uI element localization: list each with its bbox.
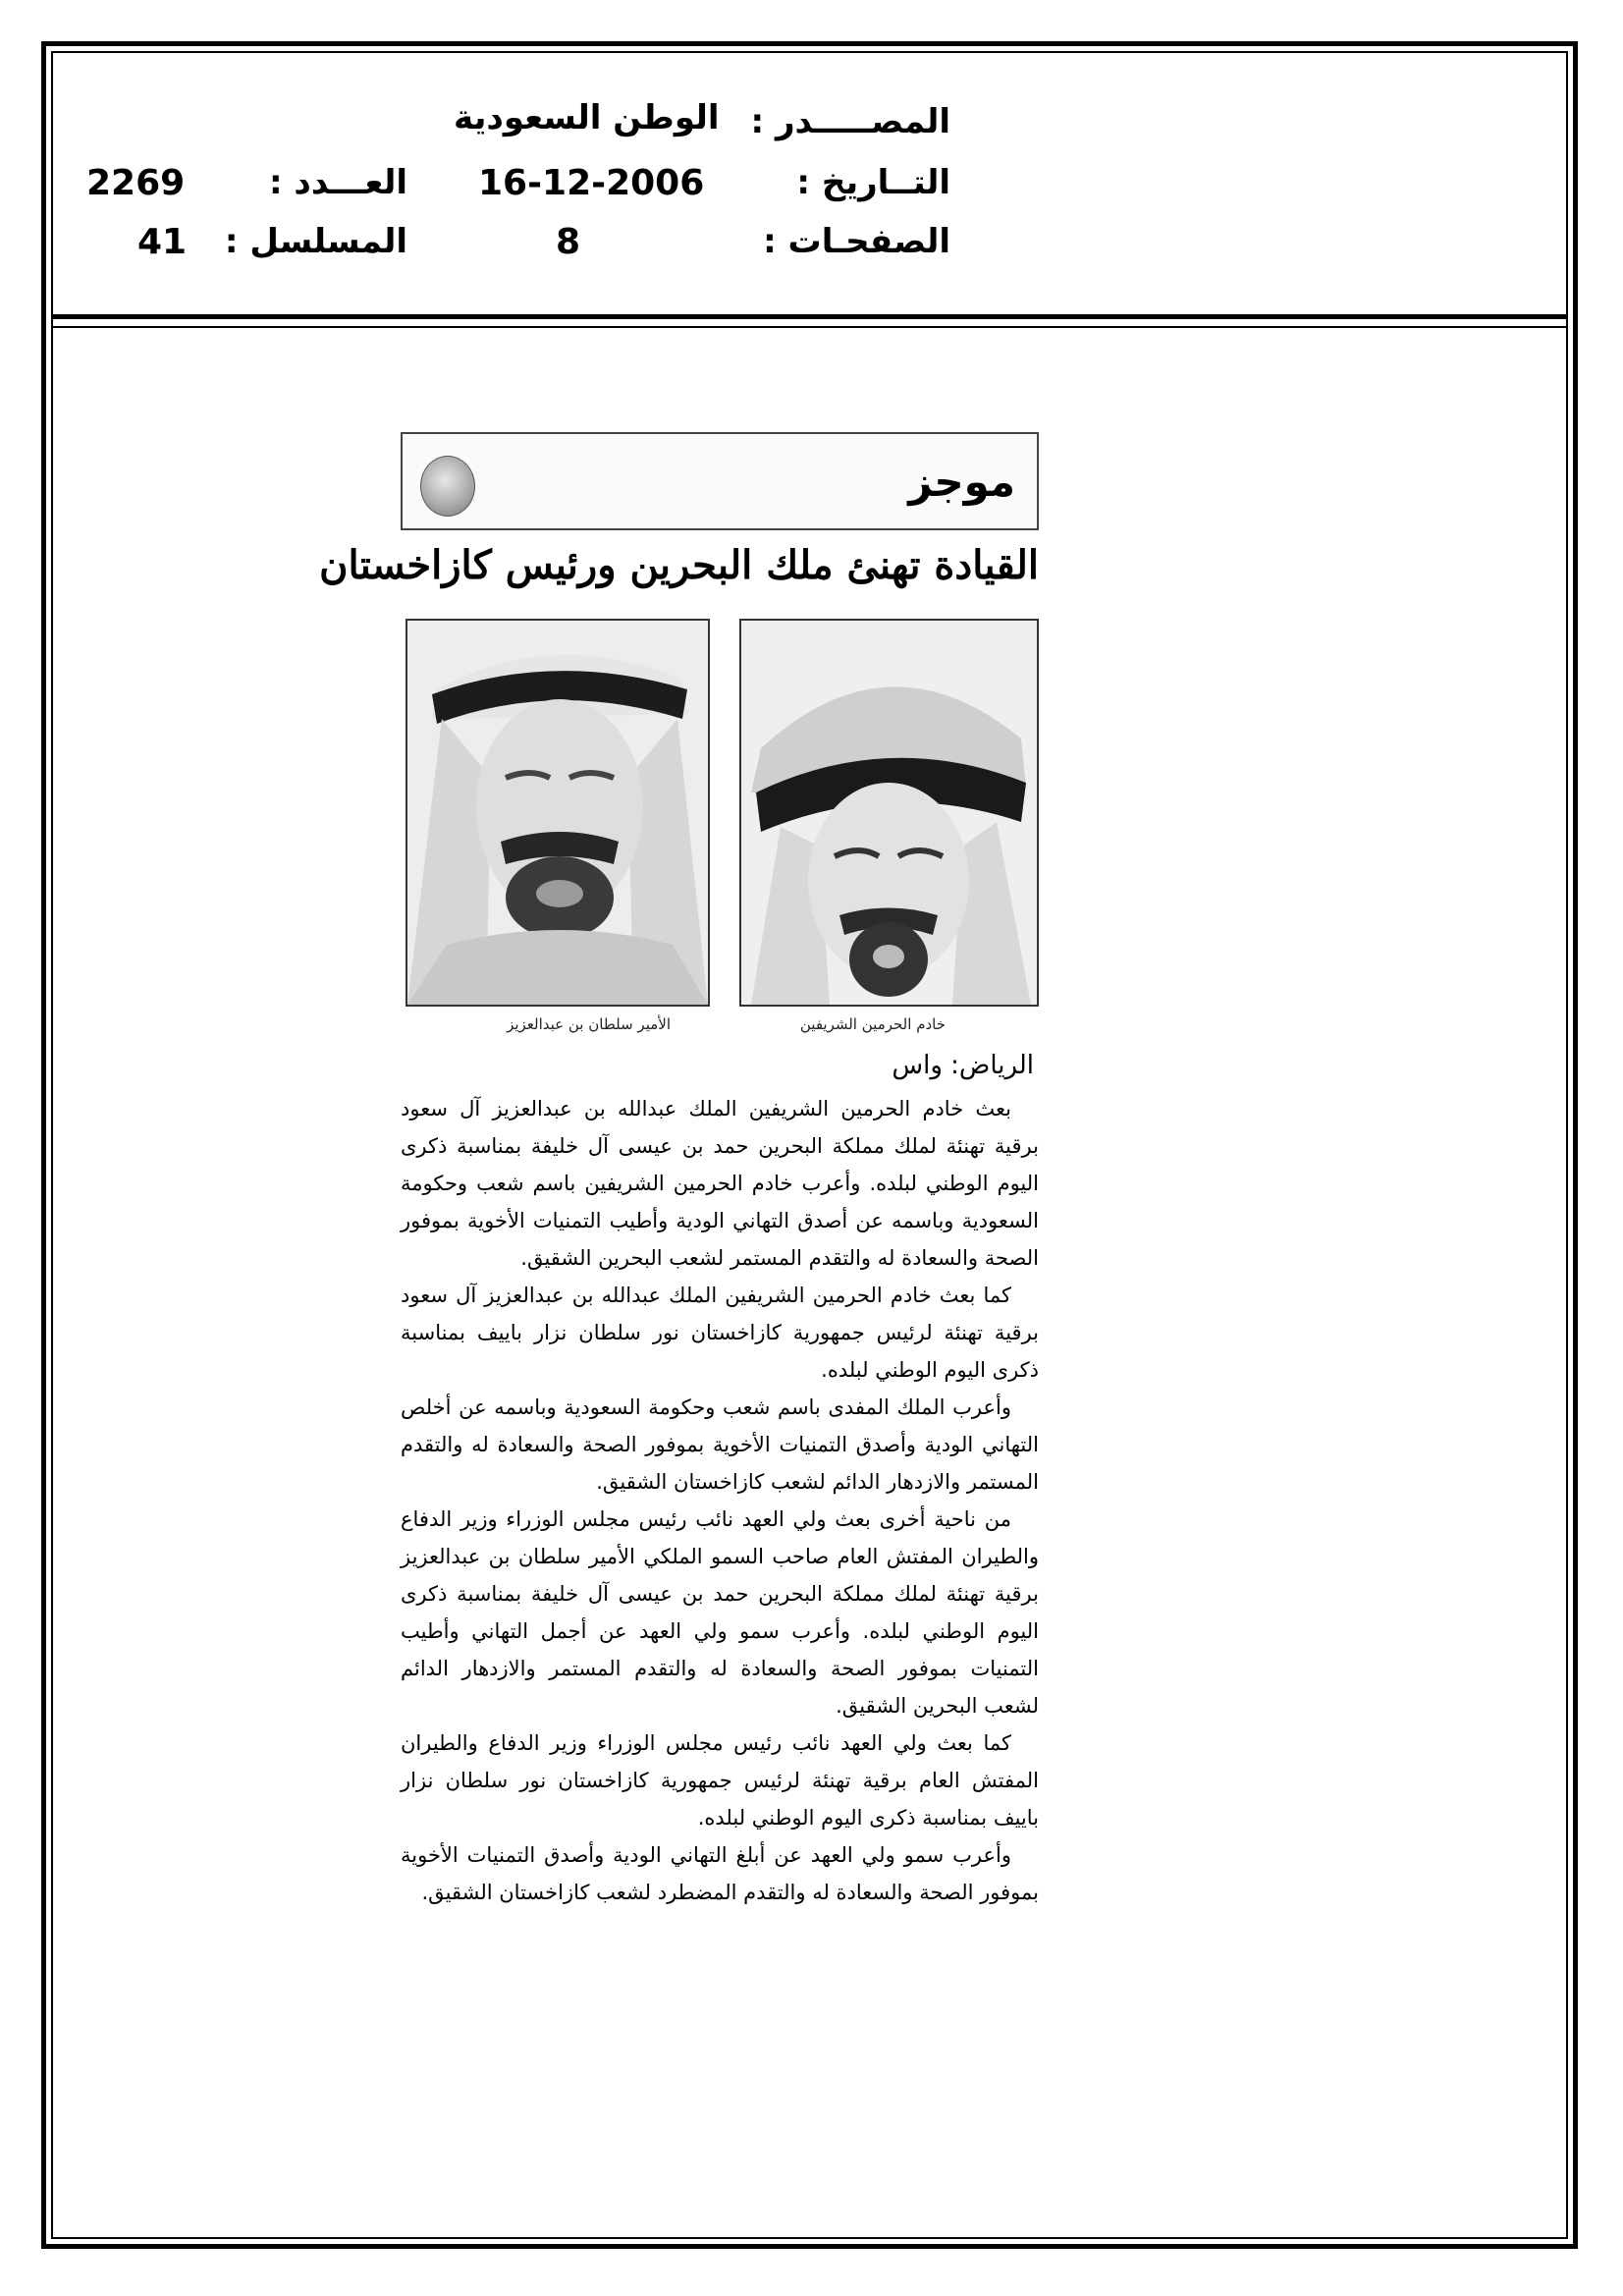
- article-paragraph: من ناحية أخرى بعث ولي العهد نائب رئيس مجلس الوزراء وزير الدفاع والطيران المفتش العام صاحب السمو الملكي الأمير سلطان بن عبدالعزيز برقية تهنئة لملك مملكة البحرين حمد بن عيسى آل خليفة بمناسبة ذكرى اليوم الوطني لبلده. وأعرب سمو ولي العهد عن أجمل التهاني وأطيب التمنيات بموفور الصحة والسعادة له والتقدم المستمر والازدهار الدائم لشعب البحرين الشقيق.: [401, 1507, 1039, 1718]
- article-paragraph: وأعرب الملك المفدى باسم شعب وحكومة السعودية وباسمه عن أخلص التهاني الودية وأصدق التمنيات الأخوية بموفور الصحة والسعادة له والتقدم المستمر والازدهار الدائم لشعب كازاخستان الشقيق.: [401, 1395, 1039, 1494]
- section-label: موجز: [908, 458, 1015, 506]
- date-value: 16-12-2006: [478, 163, 705, 203]
- photo-right: [739, 619, 1039, 1007]
- serial-label: المسلسل :: [224, 222, 407, 261]
- header-separator-thin: [51, 326, 1568, 328]
- section-banner: [401, 432, 1039, 530]
- source-value: الوطن السعودية: [454, 98, 720, 137]
- article-paragraph: كما بعث ولي العهد نائب رئيس مجلس الوزراء وزير الدفاع والطيران المفتش العام برقية تهنئة لرئيس جمهورية كازاخستان نور سلطان نزار باييف بمناسبة ذكرى اليوم الوطني لبلده.: [401, 1731, 1039, 1830]
- news-clipping: [319, 422, 1044, 1994]
- issue-label: العـــدد :: [269, 163, 407, 202]
- headline: القيادة تهنئ ملك البحرين ورئيس كازاخستان: [319, 542, 1039, 588]
- pages-value: 8: [556, 222, 581, 262]
- article-paragraph: وأعرب سمو ولي العهد عن أبلغ التهاني الودية وأصدق التمنيات الأخوية بموفور الصحة والسعادة له والتقدم المضطرد لشعب كازاخستان الشقيق.: [401, 1843, 1039, 1904]
- photo-left: [406, 619, 710, 1007]
- issue-value: 2269: [86, 163, 186, 203]
- circular-emblem-icon: [420, 456, 475, 517]
- source-label: المصـــــدر :: [750, 102, 950, 141]
- portrait-right-illustration: [741, 621, 1037, 1005]
- photo-right-caption: خادم الحرمين الشريفين: [799, 1015, 946, 1033]
- article-paragraph: كما بعث خادم الحرمين الشريفين الملك عبدالله بن عبدالعزيز آل سعود برقية تهنئة لرئيس جمهورية كازاخستان نور سلطان نزار باييف بمناسبة ذكرى اليوم الوطني لبلده.: [401, 1284, 1039, 1382]
- portrait-left-illustration: [407, 621, 708, 1005]
- serial-value: 41: [137, 222, 188, 262]
- article-body: [401, 1090, 1039, 1911]
- article-paragraph: بعث خادم الحرمين الشريفين الملك عبدالله بن عبدالعزيز آل سعود برقية تهنئة لملك مملكة البحرين حمد بن عيسى آل خليفة بمناسبة ذكرى اليوم الوطني لبلده. وأعرب خادم الحرمين الشريفين باسم شعب وحكومة السعودية وباسمه عن أصدق التهاني الودية وأطيب التمنيات الأخوية بموفور الصحة والسعادة له والتقدم المستمر لشعب البحرين الشقيق.: [401, 1097, 1039, 1270]
- date-label: التــاريخ :: [796, 163, 950, 202]
- photo-left-caption: الأمير سلطان بن عبدالعزيز: [507, 1015, 671, 1033]
- header-separator: [51, 314, 1568, 319]
- dateline: الرياض: واس: [892, 1051, 1034, 1080]
- pages-label: الصفحـات :: [763, 222, 950, 261]
